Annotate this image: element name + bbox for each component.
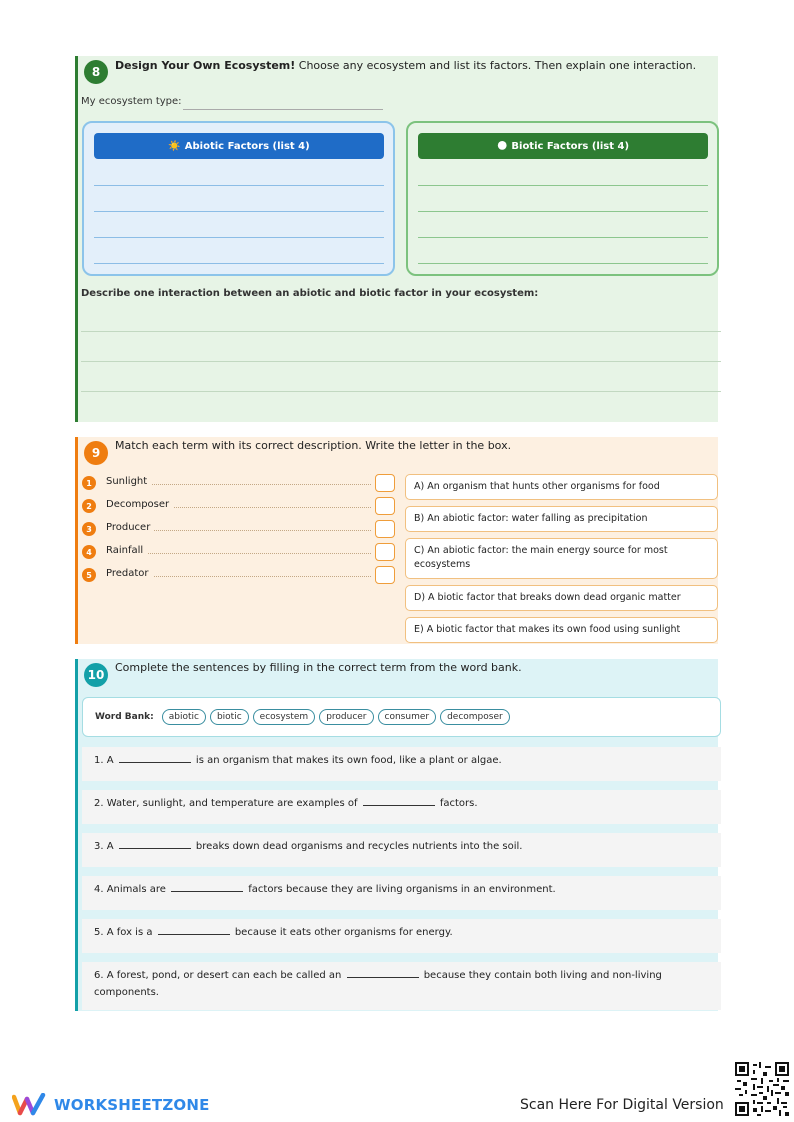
sentence-text: factors. <box>436 798 478 809</box>
sentence-2 <box>82 790 721 824</box>
sentence-text: 1. A <box>94 755 117 766</box>
word-bank-label: Word Bank: <box>95 712 154 722</box>
term-label: Predator <box>106 568 153 579</box>
term-label: Producer <box>106 522 154 533</box>
sentence-text: 5. A fox is a <box>94 927 156 938</box>
logo-text: WORKSHEETZONE <box>54 1096 210 1114</box>
sentence-text: 6. A forest, pond, or desert can each be called an <box>94 970 345 981</box>
sentence-4 <box>82 876 721 910</box>
abiotic-factors-header <box>94 133 384 159</box>
abiotic-factors-box <box>82 121 395 276</box>
section-8-design-ecosystem <box>75 56 718 422</box>
sentence-text: because they contain both living and non-living components. <box>94 970 662 998</box>
qr-code-icon[interactable] <box>735 1062 789 1116</box>
scan-instruction: Scan Here For Digital Version <box>520 1097 724 1113</box>
sentence-text: 4. Animals are <box>94 884 170 895</box>
answer-blank[interactable] <box>119 839 191 849</box>
answer-blank[interactable] <box>171 882 243 892</box>
biotic-answer-line[interactable] <box>418 237 708 238</box>
answer-blank[interactable] <box>119 753 191 763</box>
abiotic-answer-line[interactable] <box>94 263 384 264</box>
interaction-prompt: Describe one interaction between an abiotic and biotic factor in your ecosystem: <box>81 288 539 299</box>
ecosystem-type-label: My ecosystem type: <box>81 96 182 107</box>
word-bank-chip: biotic <box>210 709 249 725</box>
term-number-badge: 2 <box>82 499 96 513</box>
term-row <box>82 543 395 561</box>
logo-w-icon <box>12 1093 46 1117</box>
abiotic-answer-line[interactable] <box>94 237 384 238</box>
sentence-6 <box>82 962 721 1010</box>
sentence-text: 2. Water, sunlight, and temperature are examples of <box>94 798 361 809</box>
description-option-e: E) A biotic factor that makes its own food using sunlight <box>405 617 718 643</box>
term-label: Decomposer <box>106 499 173 510</box>
word-bank-chip: ecosystem <box>253 709 316 725</box>
description-option-b: B) An abiotic factor: water falling as precipitation <box>405 506 718 532</box>
question-title-bold: Design Your Own Ecosystem! <box>115 59 296 72</box>
answer-letter-box[interactable] <box>375 474 395 492</box>
sentence-1 <box>82 747 721 781</box>
answer-blank[interactable] <box>158 925 230 935</box>
term-number-badge: 1 <box>82 476 96 490</box>
biotic-answer-line[interactable] <box>418 263 708 264</box>
sun-icon: ☀️ <box>168 140 181 152</box>
question-number-badge: 10 <box>84 663 108 687</box>
answer-letter-box[interactable] <box>375 543 395 561</box>
word-bank <box>82 697 721 737</box>
section-10-fill-in-blanks <box>75 659 718 1011</box>
term-label: Sunlight <box>106 476 151 487</box>
abiotic-answer-line[interactable] <box>94 185 384 186</box>
term-label: Rainfall <box>106 545 147 556</box>
rock-icon: 🌑 <box>496 140 508 152</box>
biotic-factors-label: Biotic Factors (list 4) <box>511 140 630 152</box>
term-row <box>82 474 395 492</box>
sentence-text: breaks down dead organisms and recycles nutrients into the soil. <box>192 841 523 852</box>
ecosystem-type-answer-line[interactable] <box>183 109 383 110</box>
answer-letter-box[interactable] <box>375 520 395 538</box>
question-number-badge: 8 <box>84 60 108 84</box>
answer-blank[interactable] <box>363 796 435 806</box>
term-number-badge: 5 <box>82 568 96 582</box>
interaction-answer-line[interactable] <box>81 331 721 332</box>
question-prompt <box>115 59 696 72</box>
sentence-text: factors because they are living organisms in an environment. <box>245 884 556 895</box>
question-prompt: Match each term with its correct description. Write the letter in the box. <box>115 439 512 452</box>
word-bank-chip: consumer <box>378 709 437 725</box>
abiotic-answer-line[interactable] <box>94 211 384 212</box>
term-number-badge: 4 <box>82 545 96 559</box>
sentence-3 <box>82 833 721 867</box>
question-title-rest: Choose any ecosystem and list its factors. Then explain one interaction. <box>295 59 697 72</box>
answer-letter-box[interactable] <box>375 566 395 584</box>
sentence-5 <box>82 919 721 953</box>
description-option-c: C) An abiotic factor: the main energy source for most ecosystems <box>405 538 718 579</box>
term-row <box>82 520 395 538</box>
biotic-factors-box <box>406 121 719 276</box>
term-row <box>82 566 395 584</box>
word-bank-chip: producer <box>319 709 373 725</box>
word-bank-chip: abiotic <box>162 709 206 725</box>
answer-blank[interactable] <box>347 968 419 978</box>
term-row <box>82 497 395 515</box>
biotic-factors-header <box>418 133 708 159</box>
biotic-answer-line[interactable] <box>418 211 708 212</box>
sentence-text: because it eats other organisms for energy. <box>231 927 453 938</box>
section-9-matching <box>75 437 718 644</box>
interaction-answer-line[interactable] <box>81 391 721 392</box>
question-prompt: Complete the sentences by filling in the correct term from the word bank. <box>115 661 522 674</box>
word-bank-chip: decomposer <box>440 709 510 725</box>
description-option-a: A) An organism that hunts other organisms for food <box>405 474 718 500</box>
sentence-text: is an organism that makes its own food, like a plant or algae. <box>192 755 502 766</box>
abiotic-factors-label: Abiotic Factors (list 4) <box>184 140 310 152</box>
worksheetzone-logo <box>12 1093 210 1117</box>
question-number-badge: 9 <box>84 441 108 465</box>
description-option-d: D) A biotic factor that breaks down dead organic matter <box>405 585 718 611</box>
term-number-badge: 3 <box>82 522 96 536</box>
sentence-text: 3. A <box>94 841 117 852</box>
interaction-answer-line[interactable] <box>81 361 721 362</box>
answer-letter-box[interactable] <box>375 497 395 515</box>
biotic-answer-line[interactable] <box>418 185 708 186</box>
